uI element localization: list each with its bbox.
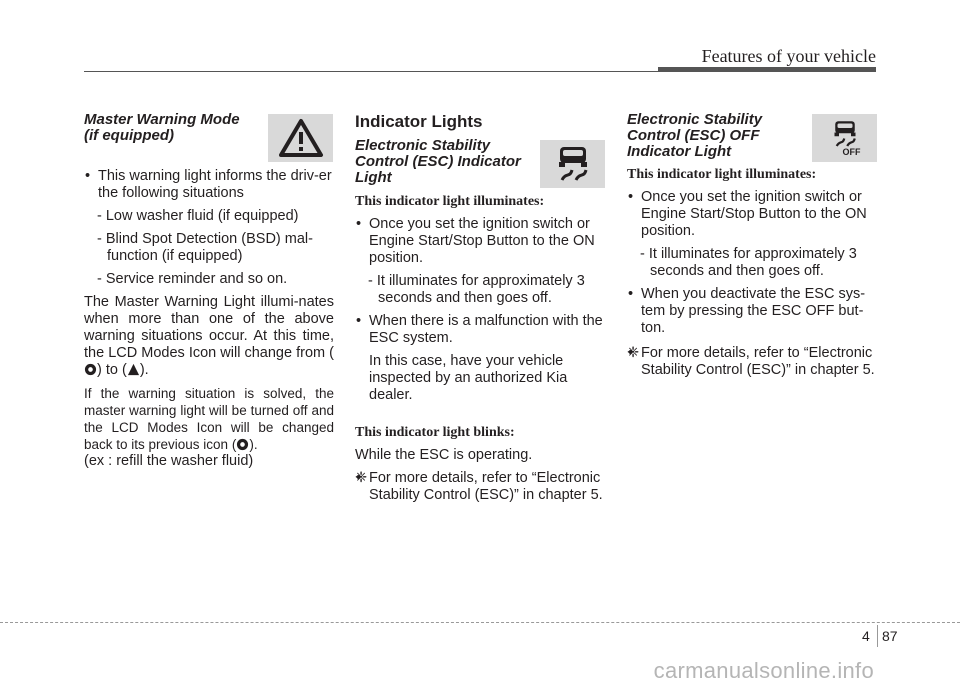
reference-mark: • ❈: [627, 345, 640, 361]
master-warning-heading: Master Warning Mode (if equipped): [84, 111, 240, 144]
master-warning-note: [84, 385, 334, 453]
bullet-text: Once you set the ignition switch or Engine Start/Stop Button to the ON position.: [641, 189, 867, 239]
header-rule: [84, 71, 876, 72]
warning-triangle-small-icon: [127, 363, 140, 376]
dash-item: - Blind Spot Detection (BSD) mal-function (if equipped): [97, 231, 313, 264]
dash-item: - It illuminates for approximately 3 seconds and then goes off.: [368, 273, 585, 306]
reference-mark: • ❈: [355, 470, 368, 486]
footer-rule: [0, 622, 960, 623]
dash-item: - It illuminates for approximately 3 seconds and then goes off.: [640, 246, 857, 279]
page-header-title: Features of your vehicle: [701, 46, 876, 66]
bullet-text: This warning light informs the driv-er the following situations: [98, 168, 332, 201]
bullet-text: Once you set the ignition switch or Engine Start/Stop Button to the ON position.: [369, 216, 595, 266]
master-warning-example: (ex : refill the washer fluid): [84, 453, 254, 469]
gear-icon: [84, 363, 97, 376]
gear-icon: [236, 438, 249, 451]
chapter-number: 4: [862, 628, 870, 644]
reference-note: [355, 470, 605, 504]
esc-skid-icon: [540, 140, 605, 188]
dash-item: - Service reminder and so on.: [97, 271, 288, 287]
page-divider: [877, 625, 878, 647]
watermark-text: carmanualsonline.info: [653, 658, 874, 683]
paragraph-text: ).: [249, 437, 258, 452]
bullet-text: When there is a malfunction with the ESC system.: [369, 313, 603, 346]
master-warning-column: [84, 112, 334, 470]
paragraph-text: ).: [139, 362, 149, 378]
bullet-continuation: In this case, have your vehicle inspected by an authorized Kia dealer.: [369, 353, 568, 403]
bullet-item: [84, 168, 334, 202]
bullet-item: [355, 216, 605, 267]
bullet-text: When you deactivate the ESC sys-tem by pressing the ESC OFF but-ton.: [641, 286, 866, 336]
reference-text: For more details, refer to “Electronic Stability Control (ESC)” in chapter 5.: [369, 470, 603, 503]
esc-indicator-heading: Electronic Stability Control (ESC) Indicator Light: [355, 137, 521, 186]
bullet-item: [355, 313, 605, 347]
blinks-label: This indicator light blinks:: [355, 425, 515, 440]
illuminates-label: This indicator light illuminates:: [355, 194, 545, 209]
reference-note: [627, 345, 877, 379]
paragraph-text: If the warning situation is solved, the master warning light will be turned off and the LCD Modes Icon will be changed back to its previous icon (: [84, 386, 334, 452]
bullet-item: [627, 286, 877, 337]
illuminates-label: This indicator light illuminates:: [627, 167, 817, 182]
warning-triangle-icon: [268, 114, 333, 162]
esc-off-heading: Electronic Stability Control (ESC) OFF Indicator Light: [627, 111, 763, 160]
esc-off-icon: [812, 114, 877, 162]
esc-off-icon-label: OFF: [842, 147, 861, 157]
paragraph-text: The Master Warning Light illumi-nates when more than one of the above warning situations occur. At this time, the LCD Modes Icon will change from (: [84, 294, 334, 361]
blinks-text: While the ESC is operating.: [355, 447, 533, 463]
page-number: 87: [882, 628, 898, 644]
section-title: Indicator Lights: [355, 112, 483, 131]
paragraph-text: ) to (: [97, 362, 127, 378]
master-warning-paragraph: [84, 294, 334, 379]
bullet-item: [627, 189, 877, 240]
reference-text: For more details, refer to “Electronic Stability Control (ESC)” in chapter 5.: [641, 345, 875, 378]
dash-item: - Low washer fluid (if equipped): [97, 208, 299, 224]
